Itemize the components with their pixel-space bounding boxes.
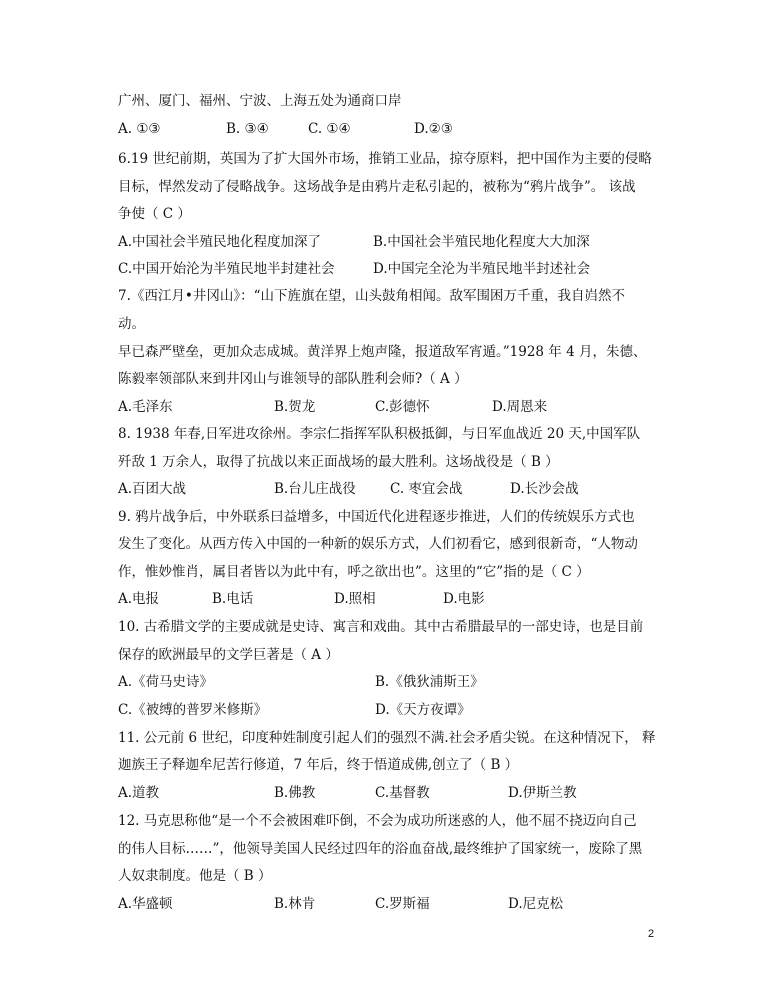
option-c: C. 枣宜会战 xyxy=(390,481,463,497)
option-b: B.佛教 xyxy=(274,785,316,801)
option-a: A. ①③ xyxy=(118,121,161,137)
question-7-line: 陈毅率领部队来到井冈山与谁领导的部队胜利会师?（ A ） xyxy=(118,371,468,387)
question-12-line: 12. 马克思称他“是一个不会被困难吓倒，不会为成功所迷惑的人，他不屈不挠迈向自己 xyxy=(118,813,637,829)
question-7-line: 7.《西江月•井冈山》：“山下旌旗在望，山头鼓角相闻。敌军围困万千重，我自岿然不 xyxy=(118,288,625,304)
question-10-line: 10. 古希腊文学的主要成就是史诗、寓言和戏曲。其中古希腊最早的一部史诗，也是目前 xyxy=(118,619,644,635)
question-8-line: 歼敌 1 万余人，取得了抗战以来正面战场的最大胜利。这场战役是（ B ） xyxy=(118,454,559,470)
option-d: D.尼克松 xyxy=(508,896,564,912)
option-b: B.《俄狄浦斯王》 xyxy=(375,674,484,690)
option-b: B.电话 xyxy=(212,591,254,607)
question-9-line: 作，惟妙惟肖，属目者皆以为此中有，呼之欲出也”。这里的“它”指的是（ C ） xyxy=(118,564,590,580)
question-6-line: 争使（ C ） xyxy=(118,206,191,222)
option-d: D.电影 xyxy=(443,591,485,607)
option-a: A.毛泽东 xyxy=(118,399,173,415)
question-7-line: 早已森严壁垒，更加众志成城。黄洋界上炮声隆，报道敌军宵遁。”1928 年 4 月，朱德、 xyxy=(118,344,647,360)
question-9-line: 发生了变化。从西方传入中国的一种新的娱乐方式，人们初看它，感到很新奇，“人物动 xyxy=(118,536,638,552)
option-c: C. ①④ xyxy=(308,121,351,137)
question-12-line: 人奴隶制度。他是（ B ） xyxy=(118,868,272,884)
option-a: A.电报 xyxy=(118,591,160,607)
option-b: B.中国社会半殖民地化程度大大加深 xyxy=(373,234,590,250)
option-c: D.照相 xyxy=(334,591,376,607)
question-6-line: 6.19 世纪前期，英国为了扩大国外市场，推销工业品，掠夺原料，把中国作为主要的侵略 xyxy=(118,151,652,167)
page-number: 2 xyxy=(648,928,655,940)
option-b: B.贺龙 xyxy=(274,399,316,415)
option-b: B.林肯 xyxy=(274,896,316,912)
question-11-line: 迦族王子释迦牟尼苦行修道，7 年后，终于悟道成佛,创立了（ B ） xyxy=(118,757,519,773)
option-a: A.百团大战 xyxy=(118,481,187,497)
option-d: D.长沙会战 xyxy=(510,481,579,497)
question-10-line: 保存的欧洲最早的文学巨著是（ A ） xyxy=(118,647,339,663)
question-7-line: 动。 xyxy=(118,316,145,332)
option-b: B. ③④ xyxy=(226,121,269,137)
question-12-line: 的伟人目标……”，他领导美国人民经过四年的浴血奋战,最终维护了国家统一，废除了黑 xyxy=(118,841,643,857)
question-11-line: 11. 公元前 6 世纪，印度种姓制度引起人们的强烈不满.社会矛盾尖锐。在这种情况下， 释 xyxy=(118,730,656,746)
option-c: C.《被缚的普罗米修斯》 xyxy=(118,702,268,718)
option-c: C.基督教 xyxy=(375,785,430,801)
text-line: 广州、厦门、福州、宁波、上海五处为通商口岸 xyxy=(118,93,402,109)
option-c: C.中国开始沦为半殖民地半封建社会 xyxy=(118,261,335,277)
option-d: D.中国完全沦为半殖民地半封述社会 xyxy=(373,261,591,277)
option-d: D.伊斯兰教 xyxy=(508,785,577,801)
option-d: D.《天方夜谭》 xyxy=(375,702,471,718)
option-a: A.《荷马史诗》 xyxy=(118,674,214,690)
option-c: C.彭德怀 xyxy=(375,399,430,415)
option-a: A.道教 xyxy=(118,785,160,801)
option-a: A.华盛顿 xyxy=(118,896,173,912)
option-a: A.中国社会半殖民地化程度加深了 xyxy=(118,234,322,250)
option-d: D.②③ xyxy=(414,121,453,137)
option-c: C.罗斯福 xyxy=(375,896,430,912)
question-9-line: 9. 鸦片战争后，中外联系曰益增多，中国近代化进程逐步推进，人们的传统娱乐方式也 xyxy=(118,509,635,525)
option-b: B.台儿庄战役 xyxy=(274,481,356,497)
question-8-line: 8. 1938 年春,日军进攻徐州。李宗仁指挥军队积极抵御，与日军血战近 20 天,中国军队 xyxy=(118,426,641,442)
option-d: D.周恩来 xyxy=(492,399,548,415)
question-6-line: 目标，悍然发动了侵略战争。这场战争是由鸦片走私引起的，被称为“鸦片战争”。 该战 xyxy=(118,179,636,195)
